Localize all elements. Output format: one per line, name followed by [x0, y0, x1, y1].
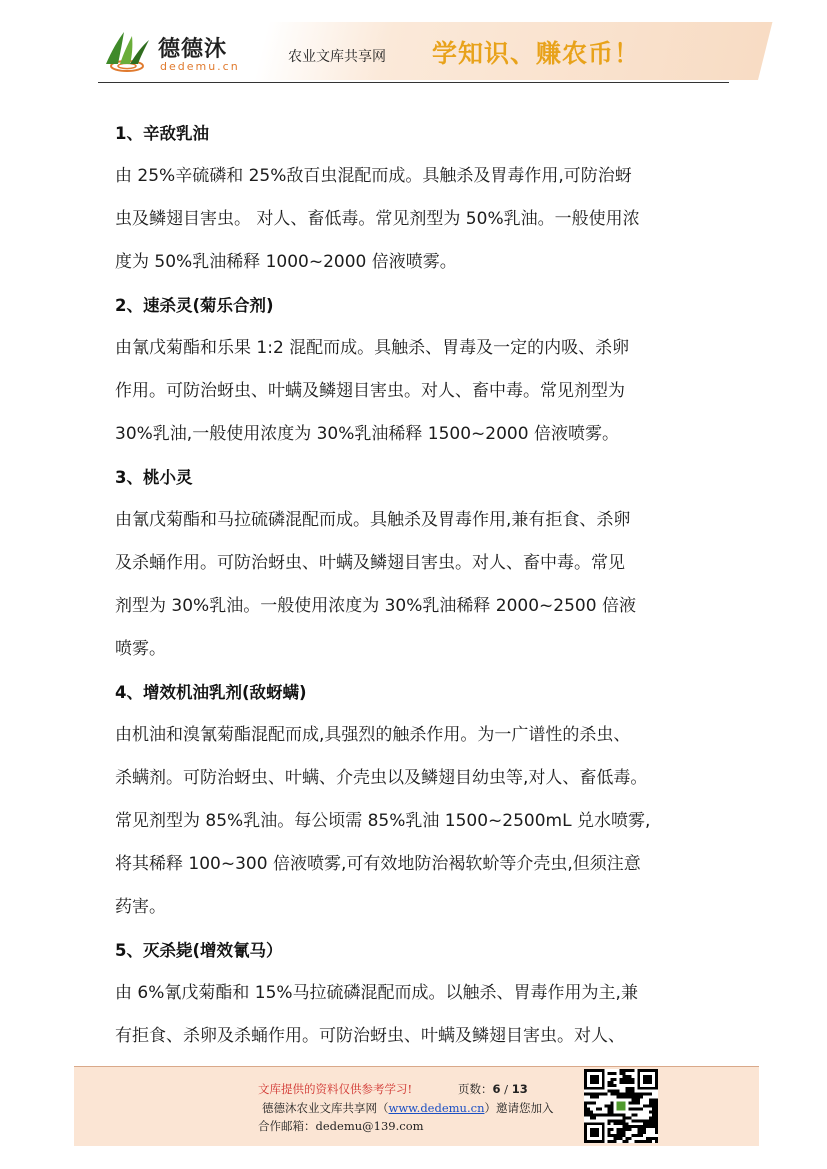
- section-heading: 3、桃小灵: [115, 468, 193, 487]
- paragraph-line: 度为 50%乳油稀释 1000~2000 倍液喷雾。: [115, 252, 457, 272]
- footer-notice: 文库提供的资料仅供参考学习!: [258, 1082, 413, 1096]
- paragraph-line: 有拒食、杀卵及杀蛹作用。可防治蚜虫、叶螨及鳞翅目害虫。对人、: [115, 1026, 625, 1046]
- paragraph-line: 及杀蛹作用。可防治蚜虫、叶螨及鳞翅目害虫。对人、畜中毒。常见: [115, 553, 625, 573]
- page-current: 6: [492, 1082, 501, 1096]
- paragraph-line: 由 6%氰戊菊酯和 15%马拉硫磷混配而成。以触杀、胃毒作用为主,兼: [115, 983, 638, 1003]
- page-indicator: [458, 1081, 528, 1097]
- paragraph-line: 药害。: [115, 897, 166, 917]
- section-heading: 1、辛敌乳油: [115, 124, 209, 143]
- site-link[interactable]: www.dedemu.cn: [388, 1101, 485, 1115]
- paragraph-line: 喷雾。: [115, 639, 166, 659]
- paragraph-line: 由氰戊菊酯和马拉硫磷混配而成。具触杀及胃毒作用,兼有拒食、杀卵: [115, 510, 631, 530]
- paragraph-line: 作用。可防治蚜虫、叶螨及鳞翅目害虫。对人、畜中毒。常见剂型为: [115, 381, 625, 401]
- page-total: 13: [511, 1082, 528, 1096]
- paragraph-line: 由机油和溴氰菊酯混配而成,具强烈的触杀作用。为一广谱性的杀虫、: [115, 725, 631, 745]
- site-slogan: 学知识、赚农币！: [432, 39, 641, 68]
- paragraph-line: 30%乳油,一般使用浓度为 30%乳油稀释 1500~2000 倍液喷雾。: [115, 424, 619, 444]
- leaf-logo-icon: [102, 28, 152, 74]
- paragraph-line: 由氰戊菊酯和乐果 1:2 混配而成。具触杀、胃毒及一定的内吸、杀卵: [115, 338, 630, 358]
- page-header: [98, 22, 758, 80]
- section-heading: 4、增效机油乳剂(敌蚜螨): [115, 683, 307, 702]
- logo-subtext: dedemu.cn: [160, 60, 240, 73]
- paragraph-line: 由 25%辛硫磷和 25%敌百虫混配而成。具触杀及胃毒作用,可防治蚜: [115, 166, 632, 186]
- section-heading: 2、速杀灵(菊乐合剂): [115, 296, 274, 315]
- section-heading: 5、灭杀毙(增效氰马）: [115, 941, 283, 960]
- paragraph-line: 杀螨剂。可防治蚜虫、叶螨、介壳虫以及鳞翅目幼虫等,对人、畜低毒。: [115, 768, 648, 788]
- page-separator: /: [500, 1082, 512, 1096]
- qr-code-icon[interactable]: [584, 1069, 658, 1143]
- footer-divider: [74, 1066, 759, 1067]
- document-body: [115, 112, 715, 1058]
- paragraph-line: 虫及鳞翅目害虫。 对人、畜低毒。常见剂型为 50%乳油。一般使用浓: [115, 209, 640, 229]
- paragraph-line: 剂型为 30%乳油。一般使用浓度为 30%乳油稀释 2000~2500 倍液: [115, 596, 636, 616]
- page-label: 页数：: [458, 1082, 493, 1096]
- invite-suffix: ）邀请您加入: [484, 1101, 554, 1115]
- paragraph-line: 将其稀释 100~300 倍液喷雾,可有效地防治褐软蚧等介壳虫,但须注意: [115, 854, 641, 874]
- logo-text: 德德沐: [158, 36, 228, 62]
- site-name: 农业文库共享网: [288, 49, 386, 65]
- footer-email: 合作邮箱：dedemu@139.com: [258, 1119, 424, 1133]
- footer-invite: [262, 1100, 553, 1116]
- header-divider: [98, 82, 729, 83]
- invite-prefix: 德德沐农业文库共享网（: [262, 1101, 389, 1115]
- paragraph-line: 常见剂型为 85%乳油。每公顷需 85%乳油 1500~2500mL 兑水喷雾,: [115, 811, 651, 831]
- site-logo[interactable]: [98, 22, 258, 80]
